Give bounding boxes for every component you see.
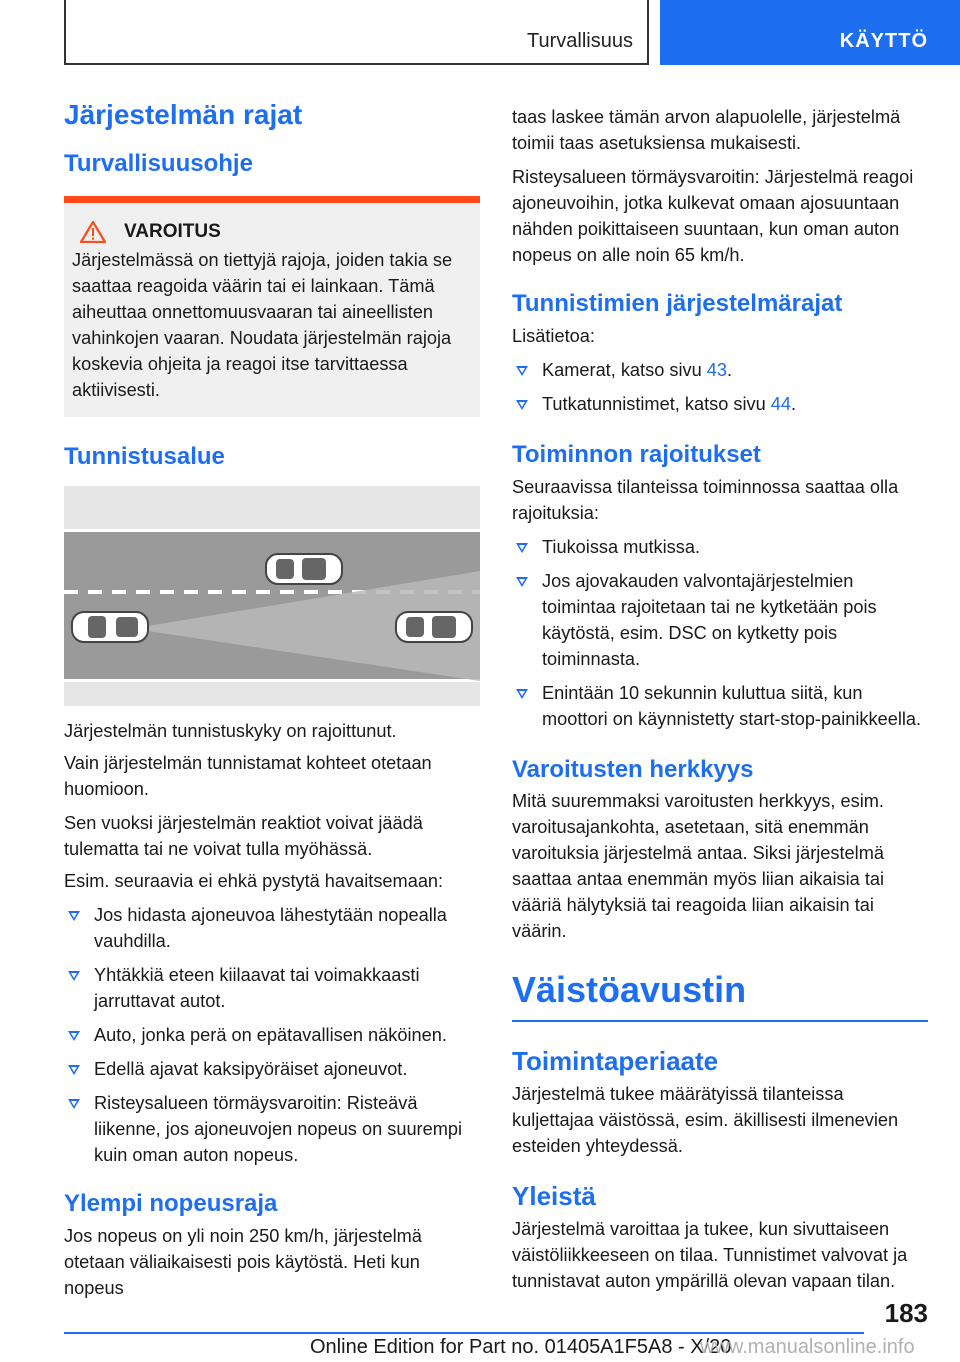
paragraph-warning-sensitivity: Mitä suuremmaksi varoitusten herkkyys, esim. varoitusajankohta, asetetaan, sitä enemmän varoituksia järjestelmä antaa. Siksi järjestelmä saattaa antaa enemmän myös liian aikaisia tai vääriä hälytyksiä tai reagoida liian aikaisin tai väärin.: [512, 791, 885, 942]
bullet-triangle-icon: [68, 1099, 80, 1109]
warning-text: Järjestelmässä on tiettyjä rajoja, joiden takia se saattaa reagoida väärin tai ei lainkaan. Tämä aiheuttaa onnettomuusvaaran tai aineellisten vahinkojen vaaran. Noudata järjestelmän rajoja koskevia ohjeita ja reagoi itse tarvittaessa aktiivisesti.: [72, 250, 453, 401]
page-link-radar[interactable]: 44: [770, 393, 792, 414]
left-column: [64, 98, 480, 1301]
list-item: Kamerat, katso sivu 43.: [512, 357, 928, 383]
warning-title-row: [72, 221, 472, 243]
bullet-triangle-icon: [516, 543, 528, 553]
paragraph-detection-limited: Järjestelmän tunnistuskyky on rajoittunut.: [64, 721, 397, 742]
heading-function-limits: Toiminnon rajoitukset: [512, 440, 761, 468]
bullet-triangle-icon: [68, 1065, 80, 1075]
list-item: Jos ajovakauden valvontajärjestelmien toimintaa rajoitetaan tai ne kytketään pois käytöstä, esim. DSC on kytketty pois toiminnasta.: [512, 568, 928, 672]
footer-edition: Online Edition for Part no. 01405A1F5A8 - X/20: [310, 1336, 732, 1358]
list-item: Auto, jonka perä on epätavallisen näköinen.: [64, 1022, 480, 1048]
warning-triangle-icon: [80, 221, 106, 243]
list-item: Tiukoissa mutkissa.: [512, 534, 928, 560]
list-item: Risteysalueen törmäysvaroitin: Risteävä liikenne, jos ajoneuvojen nopeus on suurempi kuin oman auton nopeus.: [64, 1090, 480, 1168]
heading-rule: [512, 1020, 928, 1022]
bullet-triangle-icon: [68, 911, 80, 921]
bullet-triangle-icon: [516, 366, 528, 376]
warning-box: [64, 196, 480, 417]
list-item: Yhtäkkiä eteen kiilaavat tai voimakkaasti jarruttavat autot.: [64, 962, 480, 1014]
paragraph-general: Järjestelmä varoittaa ja tukee, kun sivuttaiseen väistöliikkeeseen on tilaa. Tunnistimet valvovat ja tunnistavat auton ympärillä olevan vapaan tilan.: [512, 1218, 908, 1291]
paragraph-cross-traffic: Risteysalueen törmäysvaroitin: Järjestelmä reagoi ajoneuvoihin, jotka kulkevat omaan ajosuuntaan nähden poikittaiseen suuntaan, kun oman auton nopeus on alle noin 65 km/h.: [512, 167, 914, 265]
right-column: [512, 104, 928, 1294]
heading-evasion-aid: Väistöavustin: [512, 969, 747, 1011]
warning-title: VAROITUS: [124, 221, 221, 243]
heading-safety-note: Turvallisuusohje: [64, 149, 253, 177]
heading-warning-sensitivity: Varoitusten herkkyys: [512, 755, 754, 783]
paragraph-reactions: Sen vuoksi järjestelmän reaktiot voivat jäädä tulematta tai ne voivat tulla myöhässä.: [64, 813, 423, 860]
road-illustration: [64, 486, 480, 706]
page-link-cameras[interactable]: 43: [706, 359, 727, 380]
bullet-triangle-icon: [516, 577, 528, 587]
paragraph-examples: Esim. seuraavia ei ehkä pystytä havaitsemaan:: [64, 871, 444, 892]
car-ahead-same-lane: [396, 612, 472, 642]
heading-sensor-limits: Tunnistimien järjestelmärajat: [512, 290, 843, 317]
own-car: [72, 612, 148, 642]
header-section-box: [64, 0, 649, 65]
list-item: Edellä ajavat kaksipyöräiset ajoneuvot.: [64, 1056, 480, 1082]
limitations-list: [64, 902, 480, 1168]
header-section-title: Turvallisuus: [527, 30, 633, 52]
heading-upper-speed-limit: Ylempi nopeusraja: [64, 1190, 278, 1218]
footer-rule: [64, 1332, 864, 1334]
paragraph-principle: Järjestelmä tukee määrätyissä tilanteissa kuljettajaa väistössä, esim. äkillisesti ilmenevien esteiden yhteydessä.: [512, 1083, 899, 1156]
heading-system-limits: Järjestelmän rajat: [64, 99, 303, 130]
function-limits-list: [512, 534, 928, 732]
list-item: Enintään 10 sekunnin kuluttua siitä, kun moottori on käynnistetty start-stop-painikkeella.: [512, 680, 928, 732]
header-chapter-tab: [660, 0, 960, 65]
heading-detection-area: Tunnistusalue: [64, 443, 225, 471]
car-adjacent-lane: [266, 554, 342, 584]
paragraph-more-info: Lisätietoa:: [512, 325, 595, 346]
bullet-triangle-icon: [516, 400, 528, 410]
heading-general: Yleistä: [512, 1180, 596, 1211]
bullet-triangle-icon: [68, 1031, 80, 1041]
watermark: www.manualsonline.info: [700, 1336, 915, 1358]
header-chapter-title: KÄYTTÖ: [839, 30, 928, 52]
bullet-triangle-icon: [68, 971, 80, 981]
bullet-triangle-icon: [516, 689, 528, 699]
paragraph-speed-continued: taas laskee tämän arvon alapuolelle, järjestelmä toimii taas asetuksiensa mukaisesti.: [512, 107, 901, 153]
sensor-list: [512, 357, 928, 417]
paragraph-upper-speed: Jos nopeus on yli noin 250 km/h, järjestelmä otetaan väliaikaisesti pois käytöstä. Heti kun nopeus: [64, 1225, 422, 1298]
heading-principle: Toimintaperiaate: [512, 1045, 719, 1076]
paragraph-function-limits: Seuraavissa tilanteissa toiminnossa saattaa olla rajoituksia:: [512, 476, 899, 523]
list-item: Jos hidasta ajoneuvoa lähestytään nopealla vauhdilla.: [64, 902, 480, 954]
page-number: 183: [884, 1298, 928, 1328]
detection-area-illustration: [64, 486, 480, 706]
paragraph-detected-objects: Vain järjestelmän tunnistamat kohteet otetaan huomioon.: [64, 753, 432, 800]
list-item: Tutkatunnistimet, katso sivu 44.: [512, 391, 928, 417]
